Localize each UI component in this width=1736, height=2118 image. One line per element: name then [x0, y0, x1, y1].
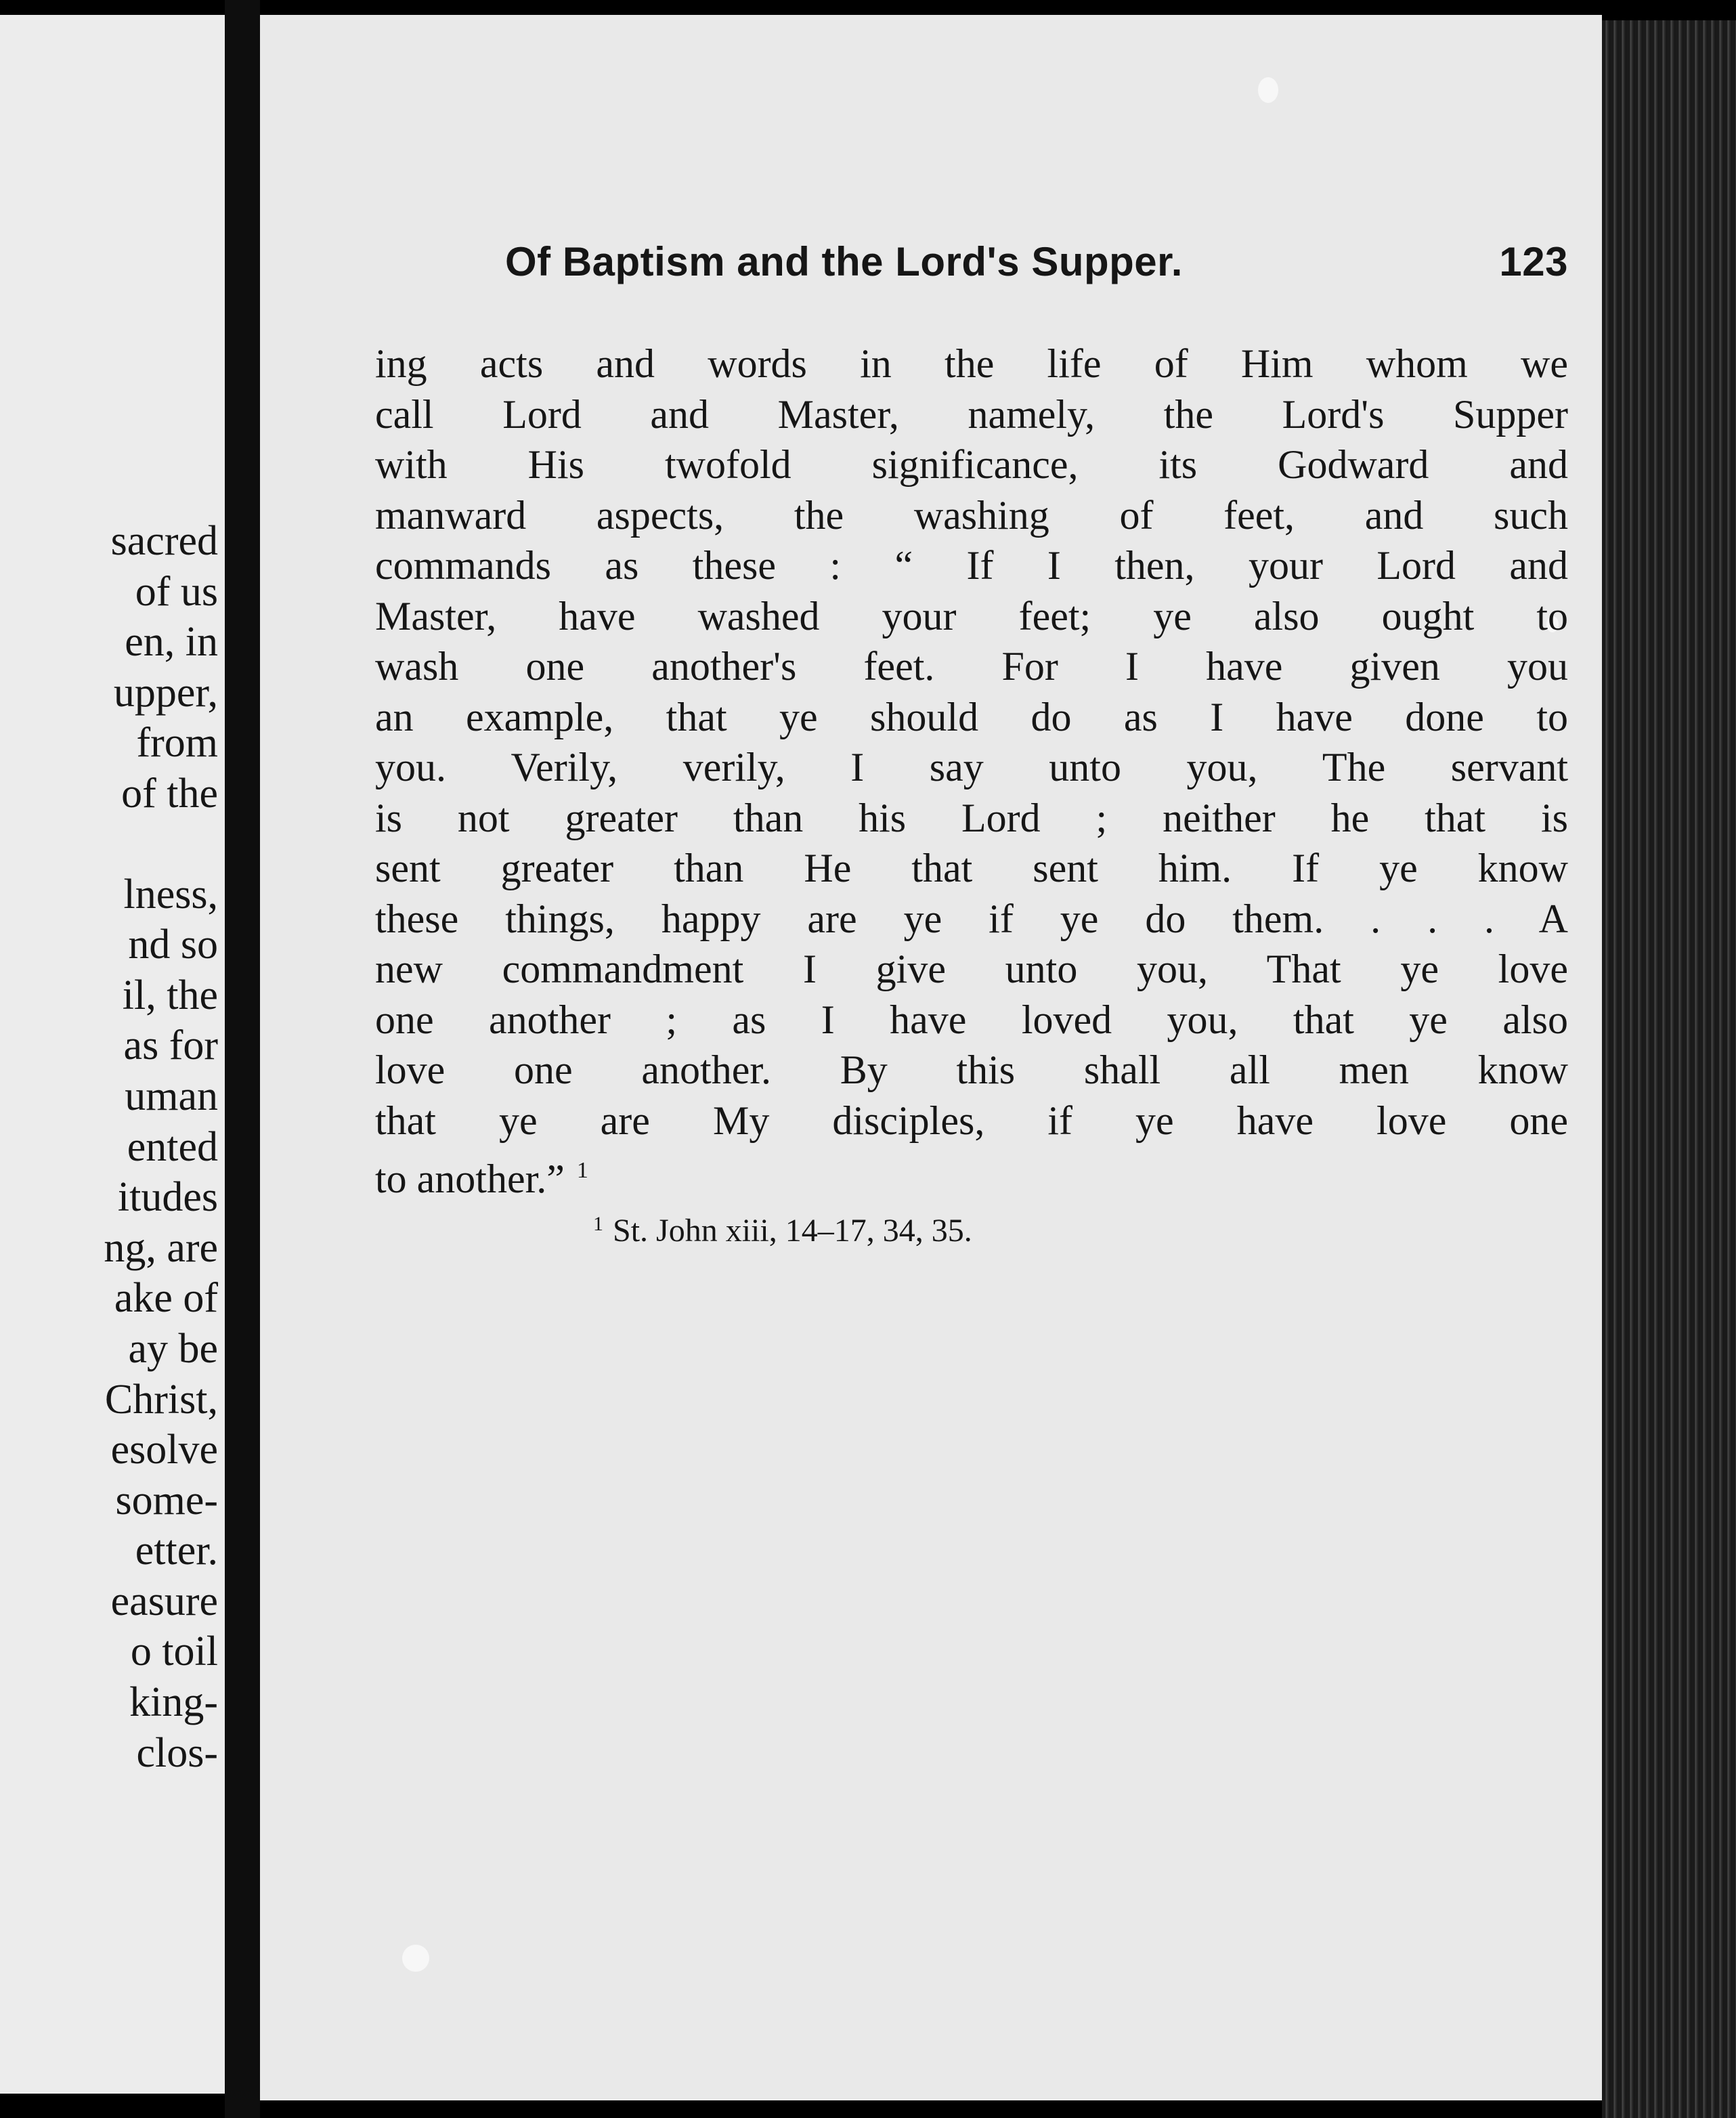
fragment-line: of us	[135, 568, 218, 615]
book-page-edges	[1602, 20, 1736, 2118]
paper-speck	[402, 1945, 429, 1972]
text-line: Master, have washed your feet; ye also ought to	[375, 593, 1568, 639]
fragment-line: lness,	[123, 871, 218, 917]
fragment-line: ented	[127, 1123, 218, 1170]
fragment-line: itudes	[117, 1174, 218, 1221]
running-head-title: Of Baptism and the Lord's Supper.	[505, 239, 1183, 284]
fragment-line: ng, are	[104, 1224, 218, 1271]
fragment-line: esolve	[110, 1427, 218, 1473]
fragment-line: some-	[115, 1477, 218, 1523]
text-line: is not greater than his Lord ; neither he that is	[375, 795, 1568, 840]
fragment-line: upper,	[113, 669, 218, 716]
last-line-text: to another.”	[375, 1157, 565, 1201]
current-page	[260, 15, 1602, 2100]
fragment-line: ake of	[114, 1275, 218, 1322]
fragment-line: o toil	[130, 1628, 218, 1675]
text-line: love one another. By this shall all men know	[375, 1047, 1568, 1092]
fragment-line: en, in	[125, 619, 218, 666]
fragment-line: clos-	[136, 1729, 218, 1776]
text-line: you. Verily, verily, I say unto you, The servant	[375, 745, 1568, 790]
text-line: these things, happy are ye if ye do them. . . . A	[375, 896, 1568, 941]
text-line: one another ; as I have loved you, that ye also	[375, 997, 1568, 1042]
text-line: sent greater than He that sent him. If ye know	[375, 846, 1568, 890]
previous-page-text-fragments	[104, 516, 218, 1778]
text-line: new commandment I give unto you, That ye love	[375, 947, 1568, 991]
text-line: call Lord and Master, namely, the Lord's Supper	[375, 391, 1568, 437]
fragment-line: of the	[121, 770, 218, 817]
fragment-line: from	[136, 720, 218, 766]
running-head	[505, 238, 1568, 293]
fragment-line: sacred	[110, 518, 218, 564]
text-line: manward aspects, the washing of feet, and such	[375, 492, 1568, 538]
fragment-line: Christ,	[104, 1376, 218, 1423]
page-number: 123	[1499, 239, 1568, 284]
text-line: ing acts and words in the life of Him whom we	[375, 341, 1568, 386]
footnote-text: St. John xiii, 14–17, 34, 35.	[613, 1213, 972, 1249]
footnote	[593, 1212, 972, 1249]
footnote-reference: 1	[576, 1158, 588, 1183]
paper-speck	[1258, 77, 1278, 103]
text-line: wash one another's feet. For I have given you	[375, 644, 1568, 689]
footnote-marker: 1	[593, 1213, 603, 1235]
fragment-line: easure	[110, 1578, 218, 1624]
fragment-line: uman	[125, 1073, 218, 1119]
text-line: commands as these : “ If I then, your Lord and	[375, 543, 1568, 588]
text-line: with His twofold significance, its Godward and	[375, 442, 1568, 487]
fragment-line: as for	[123, 1022, 218, 1069]
fragment-line: king-	[129, 1679, 218, 1726]
text-line: that ye are My disciples, if ye have love one	[375, 1098, 1568, 1143]
text-line: an example, that ye should do as I have done to	[375, 694, 1568, 739]
fragment-line: nd so	[128, 922, 218, 968]
fragment-line: etter.	[135, 1528, 218, 1574]
body-text	[375, 339, 1568, 1201]
book-gutter	[225, 0, 260, 2118]
fragment-line: il, the	[122, 972, 218, 1018]
fragment-line: ay be	[128, 1325, 218, 1372]
text-line-last	[375, 1146, 1568, 1201]
previous-page	[0, 15, 225, 2094]
